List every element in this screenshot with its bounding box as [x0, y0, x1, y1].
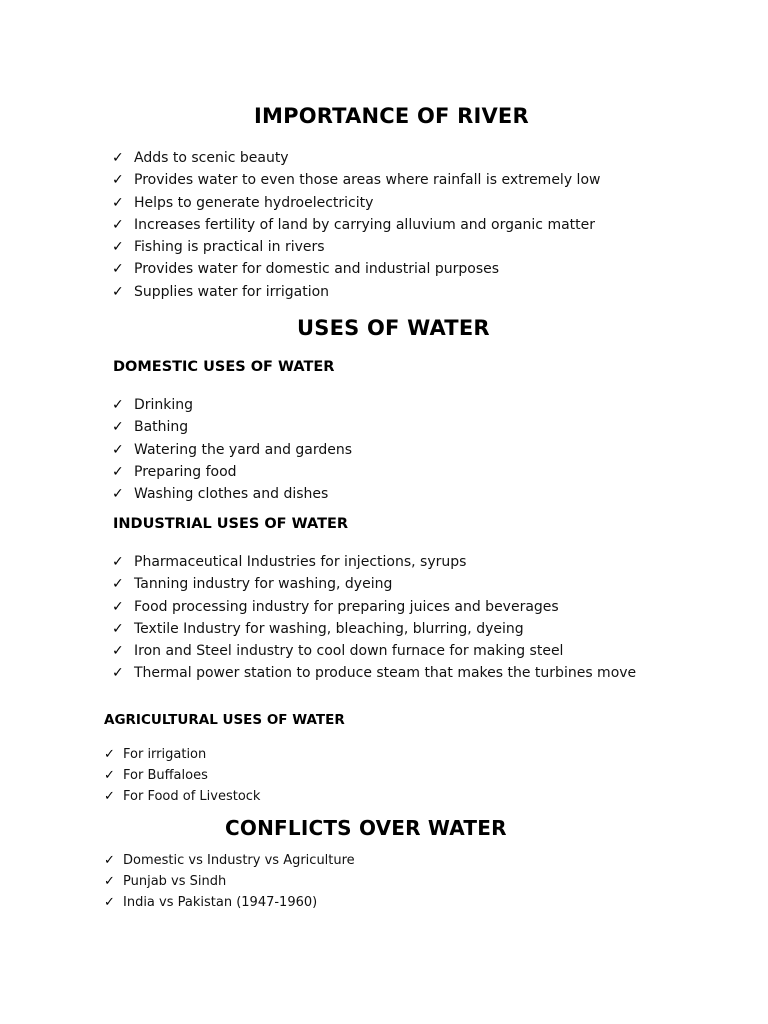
list-item — [104, 744, 260, 765]
list-item — [112, 192, 600, 214]
conflicts-title: CONFLICTS OVER WATER — [225, 816, 507, 840]
list-item-text: Provides water to even those areas where rainfall is extremely low — [134, 172, 601, 189]
check-mark-icon: ✓ — [112, 194, 124, 211]
list-item — [104, 765, 260, 786]
list-item — [112, 551, 636, 573]
list-item — [112, 439, 352, 461]
list-item-text: Food processing industry for preparing juices and beverages — [134, 598, 559, 615]
check-mark-icon: ✓ — [104, 789, 115, 804]
list-item-text: For Buffaloes — [123, 768, 208, 783]
check-mark-icon: ✓ — [104, 895, 115, 910]
list-item-text: For Food of Livestock — [123, 789, 261, 804]
check-mark-icon: ✓ — [112, 216, 124, 233]
list-item — [112, 573, 636, 595]
list-item-text: Iron and Steel industry to cool down furnace for making steel — [134, 643, 564, 660]
list-item — [112, 147, 600, 169]
list-item-text: Domestic vs Industry vs Agriculture — [123, 853, 355, 868]
list-item — [112, 214, 600, 236]
list-item-text: Helps to generate hydroelectricity — [134, 194, 374, 211]
industrial-list — [112, 551, 636, 685]
check-mark-icon: ✓ — [112, 554, 124, 570]
list-item-text: Watering the yard and gardens — [134, 441, 353, 458]
check-mark-icon: ✓ — [112, 643, 124, 660]
industrial-heading: INDUSTRIAL USES OF WATER — [113, 516, 349, 532]
domestic-list — [112, 394, 352, 505]
list-item — [104, 850, 355, 871]
list-item — [104, 786, 260, 807]
list-item-text: Tanning industry for washing, dyeing — [134, 576, 393, 593]
list-item-text: Drinking — [134, 397, 194, 413]
list-item-text: India vs Pakistan (1947-1960) — [123, 895, 318, 910]
check-mark-icon: ✓ — [112, 261, 124, 278]
check-mark-icon: ✓ — [112, 463, 124, 480]
check-mark-icon: ✓ — [104, 747, 115, 762]
list-item — [112, 662, 636, 684]
check-mark-icon: ✓ — [112, 397, 124, 413]
list-item-text: Bathing — [134, 419, 189, 436]
list-item-text: For irrigation — [123, 747, 207, 762]
importance-list — [112, 147, 600, 303]
list-item-text: Washing clothes and dishes — [134, 486, 329, 503]
check-mark-icon: ✓ — [112, 598, 124, 615]
list-item-text: Increases fertility of land by carrying alluvium and organic matter — [134, 216, 596, 233]
list-item-text: Preparing food — [134, 463, 237, 480]
list-item — [104, 892, 355, 913]
check-mark-icon: ✓ — [112, 419, 124, 436]
agricultural-heading: AGRICULTURAL USES OF WATER — [104, 712, 345, 728]
check-mark-icon: ✓ — [112, 620, 124, 637]
list-item — [112, 618, 636, 640]
importance-title: IMPORTANCE OF RIVER — [254, 104, 529, 128]
uses-title: USES OF WATER — [297, 316, 490, 340]
check-mark-icon: ✓ — [112, 283, 124, 300]
check-mark-icon: ✓ — [104, 853, 115, 868]
list-item — [104, 871, 355, 892]
list-item — [112, 483, 352, 505]
check-mark-icon: ✓ — [112, 486, 124, 503]
list-item — [112, 281, 600, 303]
check-mark-icon: ✓ — [112, 441, 124, 458]
list-item-text: Punjab vs Sindh — [123, 874, 227, 889]
check-mark-icon: ✓ — [104, 768, 115, 783]
check-mark-icon: ✓ — [112, 665, 124, 682]
check-mark-icon: ✓ — [112, 172, 124, 189]
list-item-text: Textile Industry for washing, bleaching, blurring, dyeing — [134, 620, 524, 637]
conflicts-list — [104, 850, 355, 913]
list-item — [112, 258, 600, 280]
list-item-text: Adds to scenic beauty — [134, 150, 289, 166]
list-item — [112, 236, 600, 258]
list-item — [112, 416, 352, 438]
check-mark-icon: ✓ — [112, 239, 124, 256]
list-item — [112, 169, 600, 191]
agricultural-list — [104, 744, 260, 807]
check-mark-icon: ✓ — [112, 150, 124, 166]
list-item-text: Supplies water for irrigation — [134, 283, 330, 300]
list-item-text: Provides water for domestic and industrial purposes — [134, 261, 500, 278]
list-item-text: Pharmaceutical Industries for injections, syrups — [134, 554, 467, 570]
list-item-text: Fishing is practical in rivers — [134, 239, 325, 256]
list-item — [112, 640, 636, 662]
check-mark-icon: ✓ — [112, 576, 124, 593]
list-item-text: Thermal power station to produce steam that makes the turbines move — [134, 665, 637, 682]
domestic-heading: DOMESTIC USES OF WATER — [113, 359, 335, 375]
list-item — [112, 461, 352, 483]
list-item — [112, 394, 352, 416]
list-item — [112, 596, 636, 618]
check-mark-icon: ✓ — [104, 874, 115, 889]
